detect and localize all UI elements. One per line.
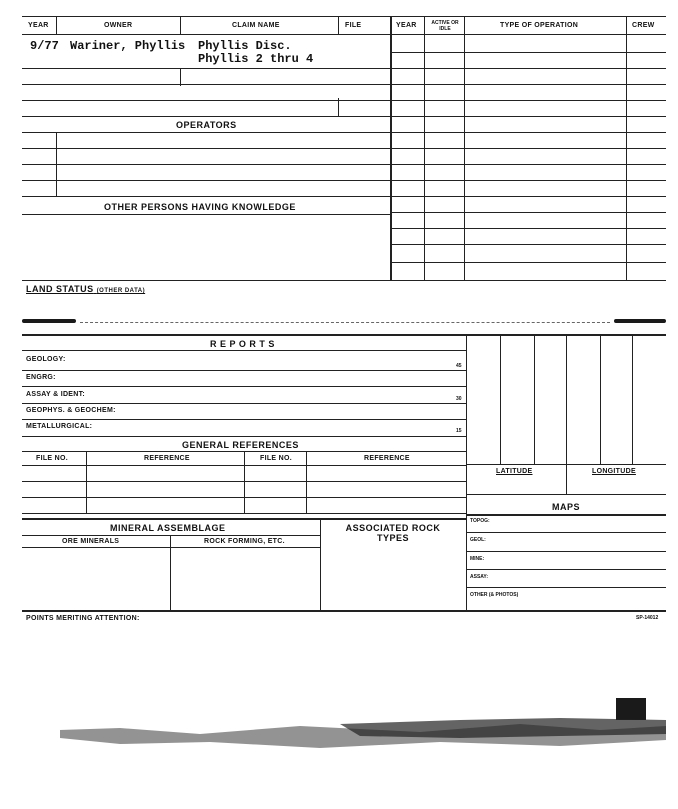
row-rule (390, 68, 666, 69)
row-rule (390, 244, 666, 245)
row-rule (22, 116, 390, 117)
ore-minerals: ORE MINERALS (62, 538, 120, 545)
reports-title: R E P O R T S (210, 339, 275, 349)
header-type-operation: TYPE OF OPERATION (500, 22, 579, 29)
form-number: SP-14012 (636, 615, 659, 621)
rule (56, 132, 57, 196)
row-rule (390, 228, 666, 229)
rule (170, 535, 171, 610)
row-rule (390, 196, 666, 197)
owner-entry-name: Wariner, Phyllis (70, 39, 186, 53)
rule (306, 451, 307, 513)
header-claim-name: CLAIM NAME (232, 22, 280, 29)
row-rule (466, 587, 666, 588)
header-top-rule (22, 16, 666, 17)
rock-forming: ROCK FORMING, ETC. (204, 538, 285, 545)
rule (180, 68, 181, 86)
row-rule (390, 164, 666, 165)
row-rule (390, 212, 666, 213)
row-rule (390, 262, 666, 263)
rule (338, 98, 339, 116)
header-file: FILE (345, 22, 362, 29)
rule (244, 451, 245, 513)
reports-geology: GEOLOGY: (26, 356, 66, 363)
gr-file-no-1: FILE NO. (36, 455, 68, 462)
reports-top-rule (22, 334, 666, 336)
reports-engrg: ENGRG: (26, 374, 56, 381)
mineral-top-rule (22, 518, 466, 520)
header-year: YEAR (28, 22, 49, 29)
owner-entry-claim1: Phyllis Disc. (198, 39, 292, 53)
gr-reference-2: REFERENCE (364, 455, 410, 462)
scan-noise (0, 690, 678, 790)
row-rule (22, 386, 466, 387)
row-rule (466, 514, 666, 516)
reports-metallurgical: METALLURGICAL: (26, 423, 93, 430)
maps-geol: GEOL: (470, 537, 486, 543)
mineral-assemblage-title: MINERAL ASSEMBLAGE (110, 523, 226, 533)
row-rule (22, 132, 390, 133)
row-rule (22, 436, 466, 437)
rule (632, 334, 633, 464)
row-rule (390, 52, 666, 53)
row-rule (22, 370, 466, 371)
row-rule (22, 419, 466, 420)
row-rule (22, 535, 320, 536)
rule (566, 334, 567, 494)
row-rule (22, 164, 390, 165)
reports-metallurgical-num: 15 (456, 428, 462, 434)
points-meriting-attention: POINTS MERITING ATTENTION: (26, 615, 140, 622)
scan-blot (616, 698, 646, 720)
header-crew: CREW (632, 22, 655, 29)
gr-file-no-2: FILE NO. (260, 455, 292, 462)
rule (180, 16, 181, 34)
header-active-idle: ACTIVE OR IDLE (431, 20, 459, 32)
rule (56, 16, 57, 34)
maps-other: OTHER (& PHOTOS) (470, 592, 519, 598)
row-rule (466, 532, 666, 533)
row-rule (22, 84, 390, 85)
owner-entry-claim2: Phyllis 2 thru 4 (198, 52, 314, 66)
other-persons-title: OTHER PERSONS HAVING KNOWLEDGE (104, 202, 296, 212)
reports-geophys: GEOPHYS. & GEOCHEM: (26, 407, 116, 414)
maps-assay: ASSAY: (470, 574, 489, 580)
rule (500, 334, 501, 464)
owner-entry-year: 9/77 (30, 39, 59, 53)
row-rule (22, 513, 466, 514)
rule (534, 334, 535, 464)
row-rule (22, 100, 390, 101)
maps-mine: MINE: (470, 556, 485, 562)
reports-geology-num: 45 (456, 363, 462, 369)
scan-dash (80, 322, 610, 323)
row-rule (22, 180, 390, 181)
land-status-title: LAND STATUS (OTHER DATA) (26, 284, 146, 294)
row-rule (22, 68, 390, 69)
row-rule (22, 196, 390, 197)
row-rule (22, 280, 666, 281)
row-rule (22, 350, 466, 351)
operators-title: OPERATORS (176, 120, 237, 130)
row-rule (466, 569, 666, 570)
row-rule (466, 551, 666, 552)
row-rule (390, 84, 666, 85)
general-references-title: GENERAL REFERENCES (182, 440, 299, 450)
row-rule (22, 214, 390, 215)
row-rule (390, 116, 666, 117)
row-rule (390, 148, 666, 149)
header-year2: YEAR (396, 22, 417, 29)
rule (86, 451, 87, 513)
bottom-rule (22, 610, 666, 612)
scan-mark (614, 319, 666, 323)
header-bottom-rule (22, 34, 666, 35)
row-rule (390, 100, 666, 101)
maps-title: MAPS (552, 502, 581, 512)
row-rule (22, 148, 390, 149)
scan-mark (22, 319, 76, 323)
row-rule (22, 547, 320, 548)
row-rule (390, 180, 666, 181)
rule (600, 334, 601, 464)
associated-rock-types: ASSOCIATED ROCK TYPES (345, 523, 441, 543)
header-owner: OWNER (104, 22, 133, 29)
row-rule (466, 464, 666, 465)
maps-topog: TOPOG: (470, 518, 490, 524)
row-rule (390, 132, 666, 133)
rule (320, 518, 321, 610)
latitude-label: LATITUDE (496, 468, 533, 475)
gr-reference-1: REFERENCE (144, 455, 190, 462)
row-rule (466, 494, 666, 495)
rule (338, 16, 339, 34)
reports-assay-num: 30 (456, 396, 462, 402)
reports-assay: ASSAY & IDENT: (26, 391, 86, 398)
row-rule (22, 403, 466, 404)
longitude-label: LONGITUDE (592, 468, 636, 475)
